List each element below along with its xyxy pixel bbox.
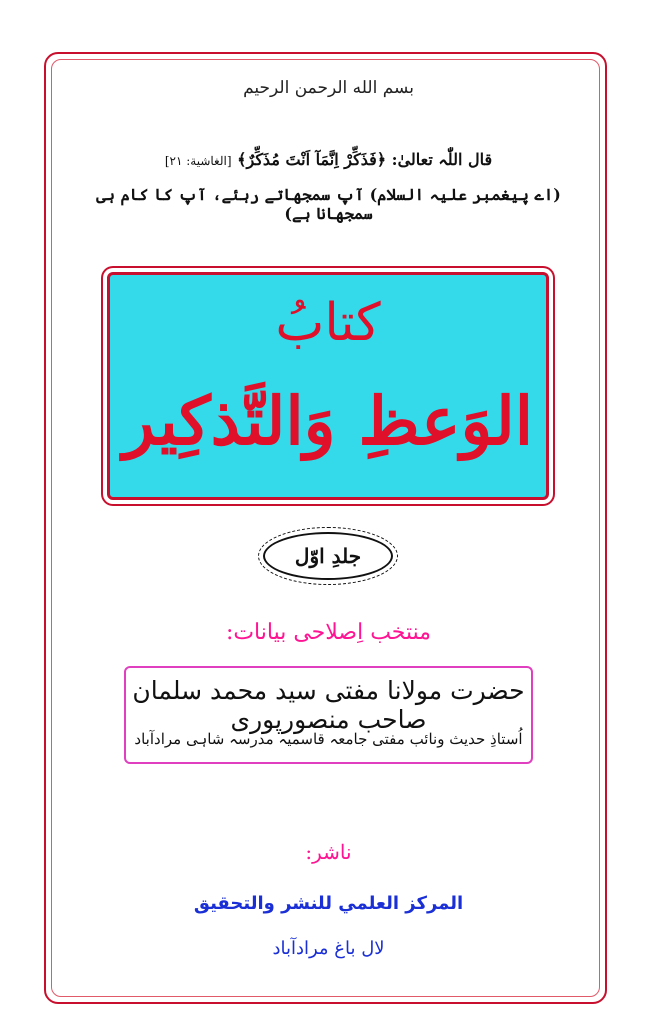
book-title: الوَعظِ وَالتَّذكِیر <box>122 382 534 460</box>
quran-verse <box>70 150 587 169</box>
author-name: حضرت مولانا مفتی سید محمد سلمان صاحب منصورپوری <box>132 676 525 734</box>
volume-badge: جلدِ اوّل <box>263 532 393 580</box>
publisher-name: المركز العلمي للنشر والتحقيق <box>193 893 464 914</box>
publisher-label: ناشر: <box>305 840 352 864</box>
publisher-address: لال باغ مرادآباد <box>272 938 385 959</box>
quran-verse-text: قال اللّٰہ تعالیٰ: ﴿فَذَكِّرْ اِنَّمَآ اَنْتَ مُذَكِّرٌ﴾ <box>237 150 493 169</box>
bismillah-calligraphy: بسم الله الرحمن الرحيم <box>243 78 414 98</box>
verse-translation: (اے پیغمبر علیہ السلام) آپ سمجھاتے رہئے، آپ کا کام ہی سمجھانا ہے) <box>96 185 561 223</box>
selected-sermons-label: منتخب اِصلاحی بیانات: <box>225 620 432 645</box>
quran-verse-reference: [الغاشية: ٢١] <box>164 154 232 168</box>
author-position: اُستاذِ حدیث ونائب مفتی جامعہ قاسمیہ مدرسہ شاہی مرادآباد <box>134 730 523 748</box>
author-box <box>124 666 533 764</box>
title-prefix: کتابُ <box>275 293 381 353</box>
title-box <box>107 272 549 500</box>
